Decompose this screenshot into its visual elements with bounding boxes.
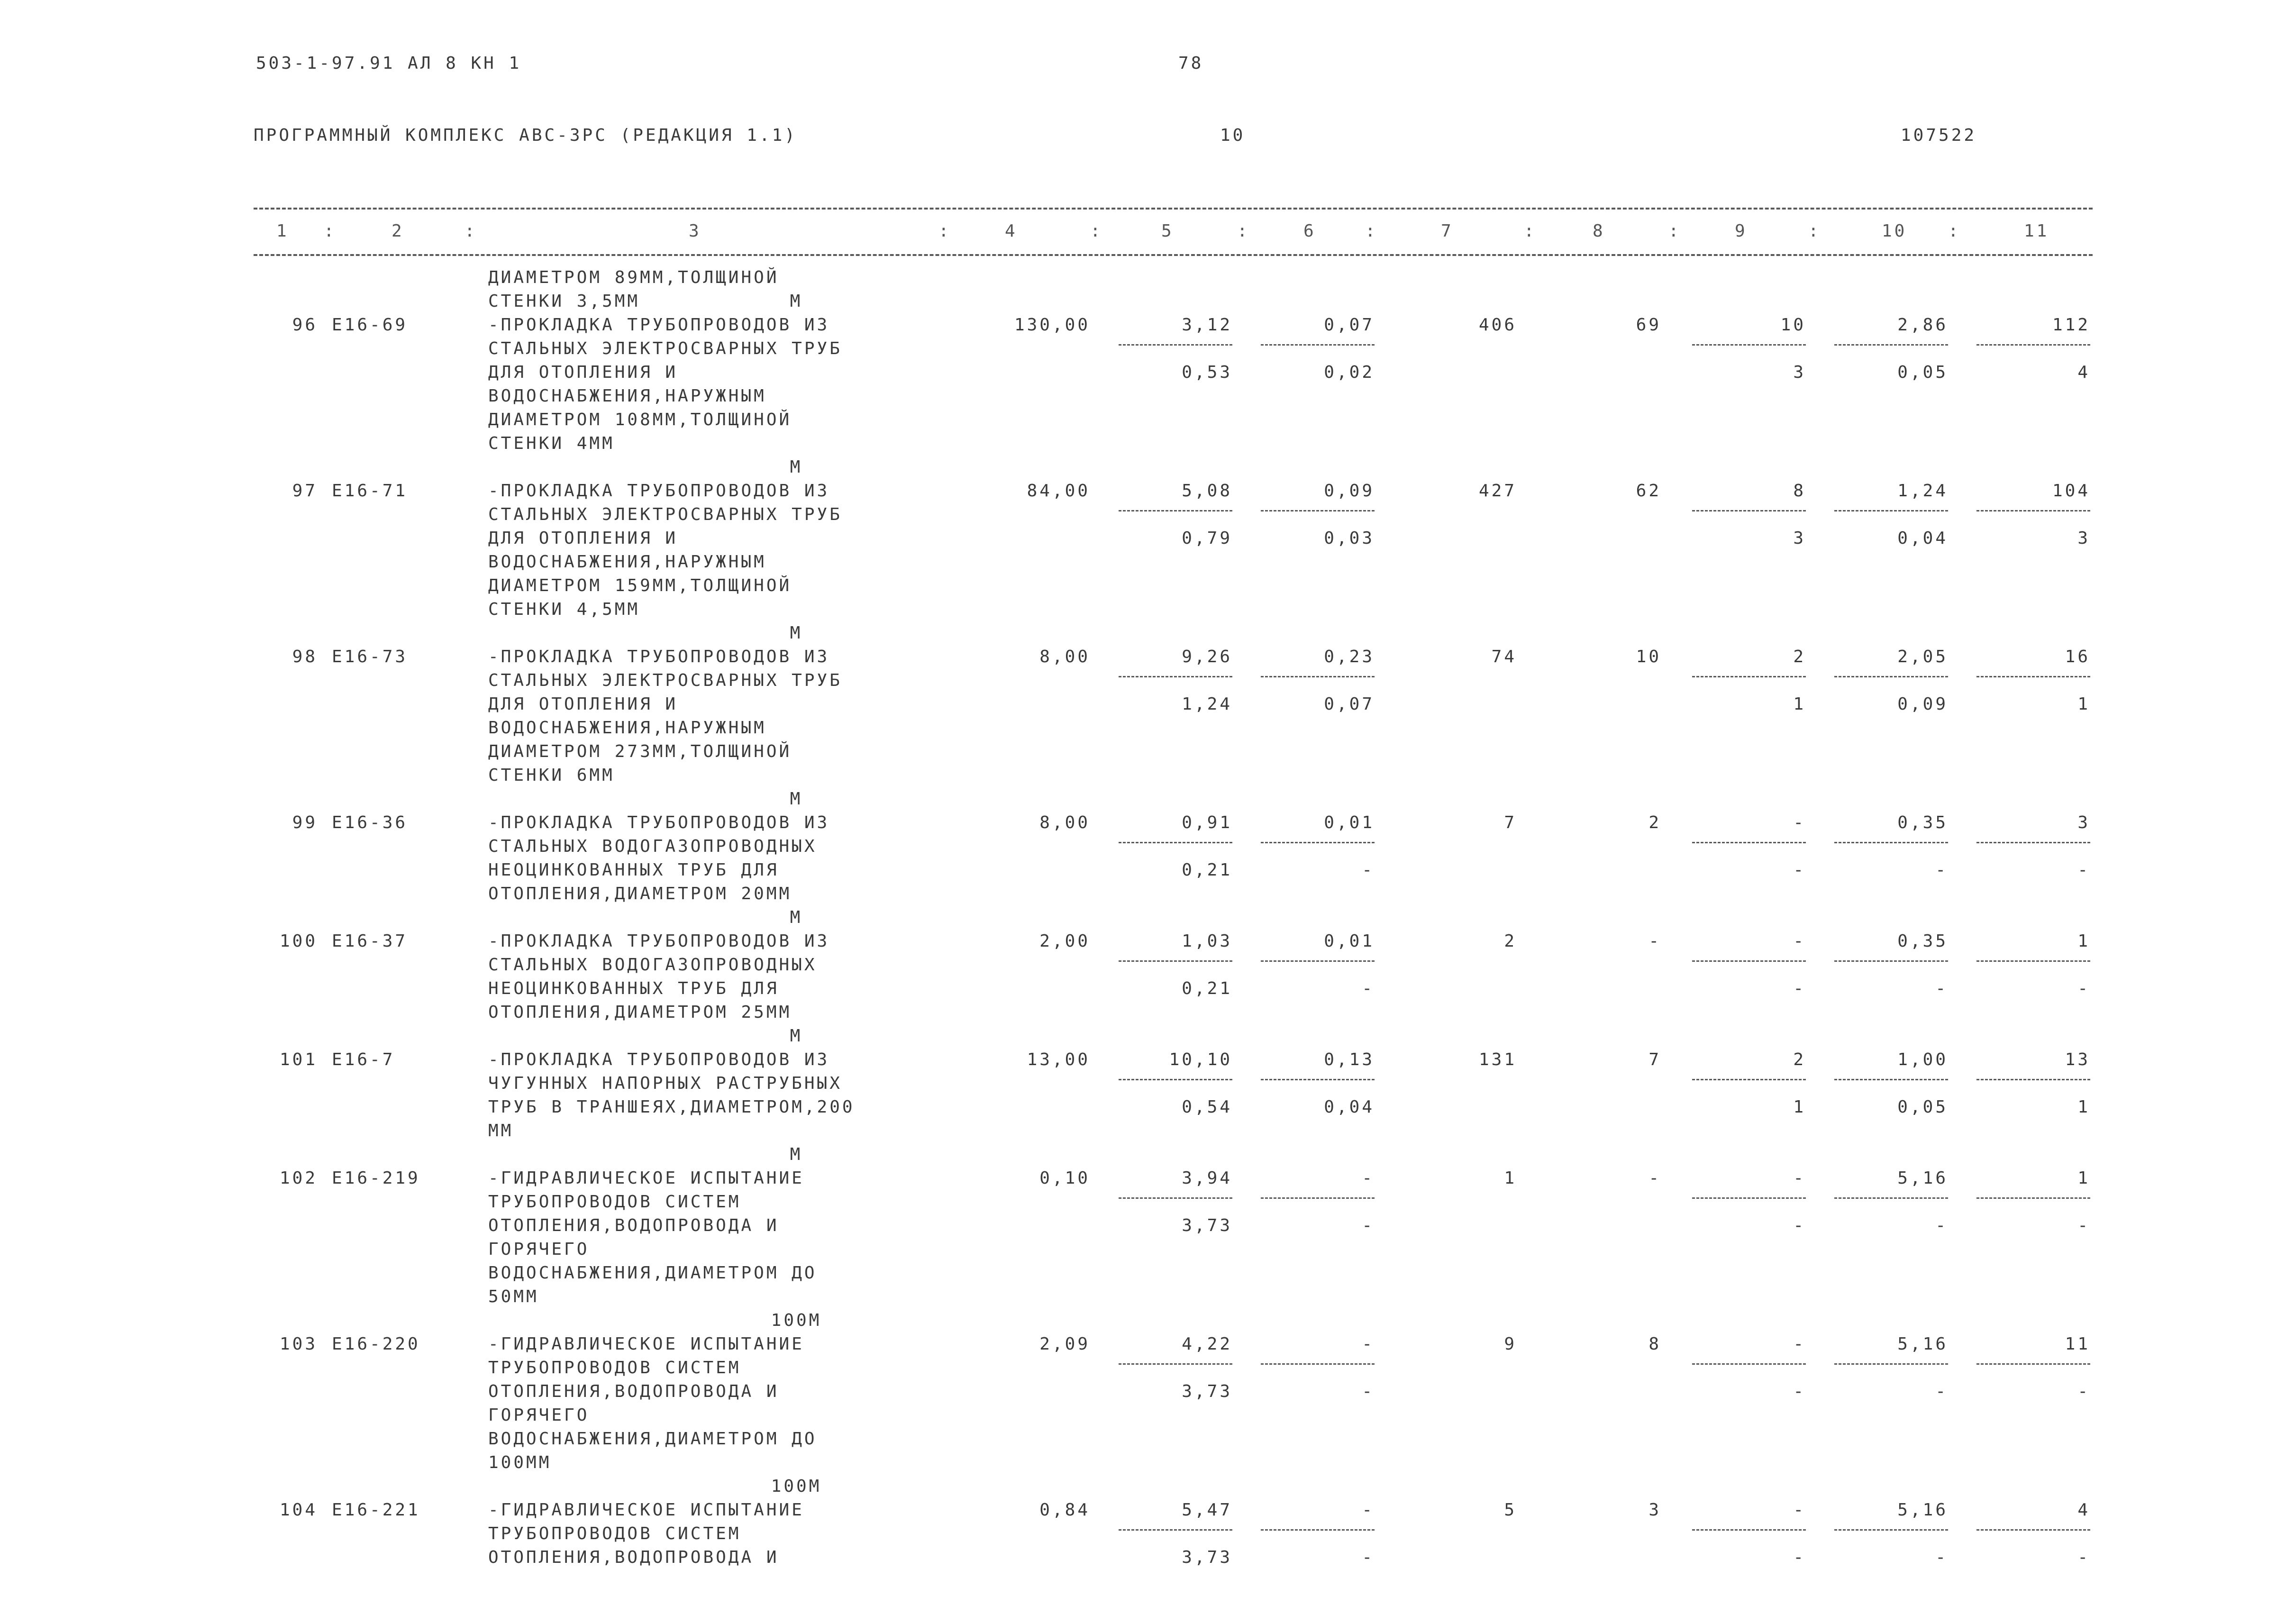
col-2-header: 2 bbox=[392, 221, 404, 241]
cell-c6: 0,01 bbox=[1324, 931, 1375, 951]
cell-c5-sub: 3,73 bbox=[1182, 1548, 1232, 1567]
description-line: СТЕНКИ 4,5ММ bbox=[488, 600, 640, 619]
cell-c11: 16 bbox=[2065, 647, 2090, 666]
row-number: 103 bbox=[279, 1334, 318, 1354]
description-line: ВОДОСНАБЖЕНИЯ,НАРУЖНЫМ bbox=[488, 718, 766, 738]
description-line: -ПРОКЛАДКА ТРУБОПРОВОДОВ ИЗ bbox=[488, 931, 830, 951]
cell-c11-sub: - bbox=[2077, 979, 2090, 998]
cell-c9: - bbox=[1793, 931, 1806, 951]
cell-c9-sub: 3 bbox=[1793, 363, 1806, 382]
cell-c4: 0,84 bbox=[1039, 1500, 1090, 1520]
cell-c7: 2 bbox=[1504, 931, 1517, 951]
row-number: 98 bbox=[292, 647, 318, 666]
table-header-rule bbox=[254, 254, 2093, 256]
value-separator bbox=[1834, 1529, 1948, 1531]
cell-c6-sub: - bbox=[1362, 1548, 1375, 1567]
value-separator bbox=[1261, 1529, 1375, 1531]
value-separator bbox=[1834, 960, 1948, 962]
cell-c5-sub: 0,54 bbox=[1182, 1097, 1232, 1117]
col-10-header: 10 bbox=[1882, 221, 1907, 241]
cell-c5: 0,91 bbox=[1182, 813, 1232, 832]
value-separator bbox=[1119, 960, 1232, 962]
cell-c10-sub: - bbox=[1935, 860, 1948, 880]
document-number: 107522 bbox=[1901, 126, 1977, 145]
sheet-number: 10 bbox=[1220, 126, 1246, 145]
cell-c11-sub: 4 bbox=[2077, 363, 2090, 382]
description-line: ГОРЯЧЕГО bbox=[488, 1240, 590, 1259]
cell-c11-sub: - bbox=[2077, 860, 2090, 880]
cell-c4: 8,00 bbox=[1039, 647, 1090, 666]
description-line: СТЕНКИ 4ММ bbox=[488, 434, 615, 453]
value-separator bbox=[1976, 676, 2090, 677]
unit-label: М bbox=[790, 1145, 803, 1164]
rate-code: Е16-69 bbox=[332, 315, 408, 335]
value-separator bbox=[1119, 344, 1232, 346]
cell-c5-sub: 0,53 bbox=[1182, 363, 1232, 382]
description-line: -ГИДРАВЛИЧЕСКОЕ ИСПЫТАНИЕ bbox=[488, 1334, 804, 1354]
cell-c4: 13,00 bbox=[1027, 1050, 1090, 1069]
value-separator bbox=[1976, 1363, 2090, 1365]
cell-c7: 406 bbox=[1478, 315, 1517, 335]
value-separator bbox=[1692, 1529, 1806, 1531]
cell-c11-sub: - bbox=[2077, 1548, 2090, 1567]
description-line: ГОРЯЧЕГО bbox=[488, 1405, 590, 1425]
cell-c8: - bbox=[1648, 1168, 1661, 1188]
cell-c11: 11 bbox=[2065, 1334, 2090, 1354]
description-line: -ПРОКЛАДКА ТРУБОПРОВОДОВ ИЗ bbox=[488, 315, 830, 335]
description-line: 100ММ bbox=[488, 1453, 552, 1472]
cell-c11: 1 bbox=[2077, 931, 2090, 951]
cell-c9: 10 bbox=[1780, 315, 1806, 335]
value-separator bbox=[1119, 1197, 1232, 1199]
value-separator bbox=[1976, 842, 2090, 843]
cell-c8: 10 bbox=[1636, 647, 1661, 666]
cell-c4: 2,00 bbox=[1039, 931, 1090, 951]
description-line: -ПРОКЛАДКА ТРУБОПРОВОДОВ ИЗ bbox=[488, 647, 830, 666]
description-line: ЧУГУННЫХ НАПОРНЫХ РАСТРУБНЫХ bbox=[488, 1074, 842, 1093]
cell-c6-sub: - bbox=[1362, 1382, 1375, 1401]
cell-c11: 104 bbox=[2052, 481, 2090, 501]
cell-c10: 0,35 bbox=[1897, 931, 1948, 951]
cell-c7: 9 bbox=[1504, 1334, 1517, 1354]
value-separator bbox=[1834, 676, 1948, 677]
cell-c9-sub: - bbox=[1793, 1216, 1806, 1235]
description-line: ВОДОСНАБЖЕНИЯ,ДИАМЕТРОМ ДО bbox=[488, 1429, 817, 1449]
description-line: ОТОПЛЕНИЯ,ДИАМЕТРОМ 25ММ bbox=[488, 1003, 792, 1022]
rate-code: Е16-71 bbox=[332, 481, 408, 501]
row-number: 96 bbox=[292, 315, 318, 335]
rate-code: Е16-37 bbox=[332, 931, 408, 951]
cell-c11: 1 bbox=[2077, 1168, 2090, 1188]
value-separator bbox=[1261, 510, 1375, 511]
cell-c11: 4 bbox=[2077, 1500, 2090, 1520]
cell-c11-sub: - bbox=[2077, 1216, 2090, 1235]
cell-c10: 1,24 bbox=[1897, 481, 1948, 501]
table-top-rule bbox=[254, 208, 2093, 210]
col-11-header: 11 bbox=[2024, 221, 2049, 241]
cell-c4: 2,09 bbox=[1039, 1334, 1090, 1354]
description-line: 50ММ bbox=[488, 1287, 539, 1306]
cell-c6: 0,01 bbox=[1324, 813, 1375, 832]
col-7-header: 7 bbox=[1441, 221, 1454, 241]
description-line: НЕОЦИНКОВАННЫХ ТРУБ ДЛЯ bbox=[488, 979, 779, 998]
cell-c7: 7 bbox=[1504, 813, 1517, 832]
unit-label: М bbox=[790, 292, 803, 311]
cell-c5: 1,03 bbox=[1182, 931, 1232, 951]
cell-c6-sub: - bbox=[1362, 860, 1375, 880]
cell-c11: 13 bbox=[2065, 1050, 2090, 1069]
cell-c6: 0,09 bbox=[1324, 481, 1375, 501]
cell-c6-sub: - bbox=[1362, 979, 1375, 998]
description-line: ВОДОСНАБЖЕНИЯ,НАРУЖНЫМ bbox=[488, 386, 766, 406]
description-line: ОТОПЛЕНИЯ,ВОДОПРОВОДА И bbox=[488, 1216, 779, 1235]
cell-c10-sub: 0,05 bbox=[1897, 1097, 1948, 1117]
col-1-header: 1 bbox=[276, 221, 289, 241]
cell-c11: 112 bbox=[2052, 315, 2090, 335]
cell-c9-sub: - bbox=[1793, 1382, 1806, 1401]
cell-c9-sub: - bbox=[1793, 860, 1806, 880]
value-separator bbox=[1834, 1363, 1948, 1365]
unit-label: 100М bbox=[771, 1311, 822, 1330]
cell-c5: 5,08 bbox=[1182, 481, 1232, 501]
cell-c9: - bbox=[1793, 813, 1806, 832]
cell-c5: 9,26 bbox=[1182, 647, 1232, 666]
rate-code: Е16-221 bbox=[332, 1500, 420, 1520]
cell-c10: 1,00 bbox=[1897, 1050, 1948, 1069]
cell-c8: 69 bbox=[1636, 315, 1661, 335]
description-line: ТРУБОПРОВОДОВ СИСТЕМ bbox=[488, 1358, 741, 1378]
description-line: СТАЛЬНЫХ ВОДОГАЗОПРОВОДНЫХ bbox=[488, 955, 817, 975]
cell-c9: - bbox=[1793, 1168, 1806, 1188]
cell-c10: 2,86 bbox=[1897, 315, 1948, 335]
cell-c4: 130,00 bbox=[1014, 315, 1090, 335]
value-separator bbox=[1692, 1197, 1806, 1199]
cell-c6-sub: 0,04 bbox=[1324, 1097, 1375, 1117]
cell-c9: 2 bbox=[1793, 1050, 1806, 1069]
cell-c8: 2 bbox=[1648, 813, 1661, 832]
description-line: ДИАМЕТРОМ 108ММ,ТОЛЩИНОЙ bbox=[488, 410, 792, 429]
estimate-page: 503-1-97.91 АЛ 8 КН 1 78 ПРОГРАММНЫЙ КОМПЛЕКС АВС-3РС (РЕДАКЦИЯ 1.1) 10 107522 1 : 2 : 3 : 4 : 5 : 6 : 7 : 8 : 9 : 10 : 11 ДИАМЕТРОМ 89ММ,ТОЛЩИНОЙ СТЕНКИ 3,5ММ М 96 Е16-69 -ПРОКЛАДКА ТРУБОПРОВОДОВ ИЗ СТАЛЬНЫХ ЭЛЕКТРОСВАРНЫХ ТРУБ ДЛЯ ОТОПЛЕНИЯ И ВОДОСНАБЖЕНИЯ,НАРУЖНЫМ ДИАМЕТРОМ 108ММ,ТОЛЩИНОЙ СТЕНКИ 4ММ 130,00 3,12 0,53 0,07 0,02 406 69 10 3 2,86 0,05 112 4 М 97 Е16-71 -ПРОКЛАДКА ТРУБОПРОВОДОВ ИЗ СТАЛЬНЫХ ЭЛЕКТРОСВАРНЫХ ТРУБ ДЛЯ ОТОПЛЕНИЯ И ВОДОСНАБЖЕНИЯ,НАРУЖНЫМ ДИАМЕТРОМ 159ММ,ТОЛЩИНОЙ СТЕНКИ 4,5ММ 84,00 5,08 0,79 0,09 0,03 427 62 8 3 1,24 0,04 104 3 М 98 Е16-73 -ПРОКЛАДКА ТРУБОПРОВОДОВ ИЗ СТАЛЬНЫХ ЭЛЕКТРОСВАРНЫХ ТРУБ ДЛЯ ОТОПЛЕНИЯ И ВОДОСНАБЖЕНИЯ,НАРУЖНЫМ ДИАМЕТРОМ 273ММ,ТОЛЩИНОЙ СТЕНКИ 6ММ 8,00 9,26 1,24 0,23 0,07 74 10 2 1 2,05 0,09 16 1 М 99 Е16-36 -ПРОКЛАДКА ТРУБОПРОВОДОВ ИЗ СТАЛЬНЫХ ВОДОГАЗОПРОВОДНЫХ НЕОЦИНКОВАННЫХ ТРУБ ДЛЯ ОТОПЛЕНИЯ,ДИАМЕТРОМ 20ММ 8,00 0,91 0,21 0,01 - 7 2 - - 0,35 - 3 - М 100 Е16-37 -ПРОКЛАДКА ТРУБОПРОВОДОВ ИЗ СТАЛЬНЫХ ВОДОГАЗОПРОВОДНЫХ НЕОЦИНКОВАННЫХ ТРУБ ДЛЯ ОТОПЛЕНИЯ,ДИАМЕТРОМ 25ММ 2,00 1,03 0,21 0,01 - 2 - - - 0,35 - 1 - М 101 Е16-7 -ПРОКЛАДКА ТРУБОПРОВОДОВ ИЗ ЧУГУННЫХ НАПОРНЫХ РАСТРУБНЫХ ТРУБ В ТРАНШЕЯХ,ДИАМЕТРОМ,200 ММ 13,00 10,10 0,54 0,13 0,04 131 7 2 1 1,00 0,05 13 1 М 102 Е16-219 -ГИДРАВЛИЧЕСКОЕ ИСПЫТАНИЕ ТРУБОПРОВОДОВ СИСТЕМ ОТОПЛЕНИЯ,ВОДОПРОВОДА И ГОРЯЧЕГО ВОДОСНАБЖЕНИЯ,ДИАМЕТРОМ ДО 50ММ 0,10 3,94 3,73 - - 1 - - - 5,16 - 1 - 100М 103 Е16-220 -ГИДРАВЛИЧЕСКОЕ ИСПЫТАНИЕ ТРУБОПРОВОДОВ СИСТЕМ ОТОПЛЕНИЯ,ВОДОПРОВОДА И ГОРЯЧЕГО ВОДОСНАБЖЕНИЯ,ДИАМЕТРОМ ДО 100ММ 2,09 4,22 3,73 - - 9 8 - - 5,16 - 11 - 100М 104 Е16-221 -ГИДРАВЛИЧЕСКОЕ ИСПЫТАНИЕ ТРУБОПРОВОДОВ СИСТЕМ ОТОПЛЕНИЯ,ВОДОПРОВОДА И 0,84 5,47 3,73 - - 5 3 - - 5,16 - 4 - bbox=[0, 0, 2295, 1624]
cell-c9: - bbox=[1793, 1334, 1806, 1354]
row-number: 101 bbox=[279, 1050, 318, 1069]
description-line: -ПРОКЛАДКА ТРУБОПРОВОДОВ ИЗ bbox=[488, 481, 830, 501]
description-line: НЕОЦИНКОВАННЫХ ТРУБ ДЛЯ bbox=[488, 860, 779, 880]
cell-c11-sub: - bbox=[2077, 1382, 2090, 1401]
description-line: ДЛЯ ОТОПЛЕНИЯ И bbox=[488, 363, 678, 382]
cell-c7: 74 bbox=[1491, 647, 1517, 666]
description-line: -ПРОКЛАДКА ТРУБОПРОВОДОВ ИЗ bbox=[488, 813, 830, 832]
cell-c10: 2,05 bbox=[1897, 647, 1948, 666]
description-line: ДЛЯ ОТОПЛЕНИЯ И bbox=[488, 529, 678, 548]
description-line: СТАЛЬНЫХ ЭЛЕКТРОСВАРНЫХ ТРУБ bbox=[488, 671, 842, 690]
program-title: ПРОГРАММНЫЙ КОМПЛЕКС АВС-3РС (РЕДАКЦИЯ 1.1) bbox=[254, 126, 797, 145]
col-4-header: 4 bbox=[1005, 221, 1018, 241]
page-number: 78 bbox=[1178, 54, 1204, 73]
rate-code: Е16-7 bbox=[332, 1050, 395, 1069]
description-line: -ГИДРАВЛИЧЕСКОЕ ИСПЫТАНИЕ bbox=[488, 1500, 804, 1520]
cell-c9-sub: - bbox=[1793, 979, 1806, 998]
unit-label: М bbox=[790, 908, 803, 927]
value-separator bbox=[1976, 344, 2090, 346]
value-separator bbox=[1261, 344, 1375, 346]
cell-c6: 0,23 bbox=[1324, 647, 1375, 666]
value-separator bbox=[1261, 960, 1375, 962]
cell-c5: 4,22 bbox=[1182, 1334, 1232, 1354]
value-separator bbox=[1692, 1363, 1806, 1365]
cell-c7: 1 bbox=[1504, 1168, 1517, 1188]
cell-c10-sub: 0,09 bbox=[1897, 694, 1948, 714]
value-separator bbox=[1834, 510, 1948, 511]
cell-c9-sub: 3 bbox=[1793, 529, 1806, 548]
cell-c10: 5,16 bbox=[1897, 1500, 1948, 1520]
cell-c9: - bbox=[1793, 1500, 1806, 1520]
description-line: ТРУБОПРОВОДОВ СИСТЕМ bbox=[488, 1524, 741, 1543]
cell-c9-sub: 1 bbox=[1793, 1097, 1806, 1117]
value-separator bbox=[1692, 344, 1806, 346]
description-line: ММ bbox=[488, 1121, 514, 1140]
unit-label: М bbox=[790, 789, 803, 809]
cell-c10-sub: 0,04 bbox=[1897, 529, 1948, 548]
value-separator bbox=[1834, 1197, 1948, 1199]
cell-c7: 427 bbox=[1478, 481, 1517, 501]
value-separator bbox=[1261, 676, 1375, 677]
description-line: ДИАМЕТРОМ 159ММ,ТОЛЩИНОЙ bbox=[488, 576, 792, 595]
cell-c6-sub: 0,07 bbox=[1324, 694, 1375, 714]
cell-c7: 5 bbox=[1504, 1500, 1517, 1520]
cell-c5: 3,94 bbox=[1182, 1168, 1232, 1188]
description-line: -ПРОКЛАДКА ТРУБОПРОВОДОВ ИЗ bbox=[488, 1050, 830, 1069]
cell-c10-sub: - bbox=[1935, 1216, 1948, 1235]
value-separator bbox=[1976, 510, 2090, 511]
col-5-header: 5 bbox=[1161, 221, 1174, 241]
row-number: 104 bbox=[279, 1500, 318, 1520]
col-8-header: 8 bbox=[1593, 221, 1605, 241]
cell-c9: 2 bbox=[1793, 647, 1806, 666]
cell-c5: 3,12 bbox=[1182, 315, 1232, 335]
value-separator bbox=[1119, 1529, 1232, 1531]
value-separator bbox=[1692, 842, 1806, 843]
unit-label: М bbox=[790, 1026, 803, 1046]
cell-c10: 0,35 bbox=[1897, 813, 1948, 832]
cell-c4: 8,00 bbox=[1039, 813, 1090, 832]
value-separator bbox=[1976, 1197, 2090, 1199]
value-separator bbox=[1119, 1363, 1232, 1365]
value-separator bbox=[1119, 842, 1232, 843]
value-separator bbox=[1119, 676, 1232, 677]
col-3-header: 3 bbox=[689, 221, 701, 241]
cell-c10: 5,16 bbox=[1897, 1334, 1948, 1354]
description-line: ВОДОСНАБЖЕНИЯ,НАРУЖНЫМ bbox=[488, 552, 766, 572]
cell-c11-sub: 3 bbox=[2077, 529, 2090, 548]
row-number: 102 bbox=[279, 1168, 318, 1188]
cell-c4: 84,00 bbox=[1027, 481, 1090, 501]
cell-c6: - bbox=[1362, 1500, 1375, 1520]
cell-c11-sub: 1 bbox=[2077, 1097, 2090, 1117]
cell-c4: 0,10 bbox=[1039, 1168, 1090, 1188]
rate-code: Е16-36 bbox=[332, 813, 408, 832]
cell-c6: 0,13 bbox=[1324, 1050, 1375, 1069]
cell-c10-sub: - bbox=[1935, 1548, 1948, 1567]
value-separator bbox=[1834, 1079, 1948, 1080]
value-separator bbox=[1976, 1079, 2090, 1080]
cell-c6-sub: - bbox=[1362, 1216, 1375, 1235]
description-line: -ГИДРАВЛИЧЕСКОЕ ИСПЫТАНИЕ bbox=[488, 1168, 804, 1188]
cell-c5-sub: 0,21 bbox=[1182, 860, 1232, 880]
cell-c5-sub: 3,73 bbox=[1182, 1382, 1232, 1401]
cell-c11: 3 bbox=[2077, 813, 2090, 832]
value-separator bbox=[1261, 1363, 1375, 1365]
value-separator bbox=[1692, 960, 1806, 962]
cell-c7: 131 bbox=[1478, 1050, 1517, 1069]
cell-c9-sub: - bbox=[1793, 1548, 1806, 1567]
continuation-line: ДИАМЕТРОМ 89ММ,ТОЛЩИНОЙ bbox=[488, 268, 779, 287]
description-line: ТРУБ В ТРАНШЕЯХ,ДИАМЕТРОМ,200 bbox=[488, 1097, 855, 1117]
value-separator bbox=[1976, 960, 2090, 962]
document-code: 503-1-97.91 АЛ 8 КН 1 bbox=[256, 54, 522, 73]
description-line: ДЛЯ ОТОПЛЕНИЯ И bbox=[488, 694, 678, 714]
rate-code: Е16-220 bbox=[332, 1334, 420, 1354]
unit-label: М bbox=[790, 457, 803, 477]
description-line: ОТОПЛЕНИЯ,ДИАМЕТРОМ 20ММ bbox=[488, 884, 792, 903]
unit-label: 100М bbox=[771, 1477, 822, 1496]
cell-c8: 8 bbox=[1648, 1334, 1661, 1354]
value-separator bbox=[1834, 842, 1948, 843]
row-number: 97 bbox=[292, 481, 318, 501]
cell-c6-sub: 0,02 bbox=[1324, 363, 1375, 382]
description-line: СТЕНКИ 6ММ bbox=[488, 766, 615, 785]
cell-c5-sub: 3,73 bbox=[1182, 1216, 1232, 1235]
value-separator bbox=[1119, 510, 1232, 511]
value-separator bbox=[1119, 1079, 1232, 1080]
rate-code: Е16-73 bbox=[332, 647, 408, 666]
value-separator bbox=[1692, 676, 1806, 677]
col-6-header: 6 bbox=[1303, 221, 1316, 241]
value-separator bbox=[1261, 1079, 1375, 1080]
cell-c8: 62 bbox=[1636, 481, 1661, 501]
cell-c5: 10,10 bbox=[1169, 1050, 1232, 1069]
cell-c8: 3 bbox=[1648, 1500, 1661, 1520]
continuation-line: СТЕНКИ 3,5ММ bbox=[488, 292, 640, 311]
description-line: ОТОПЛЕНИЯ,ВОДОПРОВОДА И bbox=[488, 1382, 779, 1401]
row-number: 99 bbox=[292, 813, 318, 832]
value-separator bbox=[1261, 842, 1375, 843]
description-line: СТАЛЬНЫХ ВОДОГАЗОПРОВОДНЫХ bbox=[488, 837, 817, 856]
value-separator bbox=[1692, 1079, 1806, 1080]
cell-c10-sub: 0,05 bbox=[1897, 363, 1948, 382]
cell-c5-sub: 1,24 bbox=[1182, 694, 1232, 714]
cell-c9-sub: 1 bbox=[1793, 694, 1806, 714]
description-line: ДИАМЕТРОМ 273ММ,ТОЛЩИНОЙ bbox=[488, 742, 792, 761]
cell-c5-sub: 0,79 bbox=[1182, 529, 1232, 548]
cell-c5: 5,47 bbox=[1182, 1500, 1232, 1520]
cell-c10-sub: - bbox=[1935, 1382, 1948, 1401]
description-line: СТАЛЬНЫХ ЭЛЕКТРОСВАРНЫХ ТРУБ bbox=[488, 339, 842, 358]
cell-c6: 0,07 bbox=[1324, 315, 1375, 335]
cell-c9: 8 bbox=[1793, 481, 1806, 501]
cell-c5-sub: 0,21 bbox=[1182, 979, 1232, 998]
cell-c10-sub: - bbox=[1935, 979, 1948, 998]
unit-label: М bbox=[790, 623, 803, 643]
description-line: ТРУБОПРОВОДОВ СИСТЕМ bbox=[488, 1192, 741, 1212]
description-line: СТАЛЬНЫХ ЭЛЕКТРОСВАРНЫХ ТРУБ bbox=[488, 505, 842, 524]
cell-c6-sub: 0,03 bbox=[1324, 529, 1375, 548]
description-line: ОТОПЛЕНИЯ,ВОДОПРОВОДА И bbox=[488, 1548, 779, 1567]
cell-c11-sub: 1 bbox=[2077, 694, 2090, 714]
cell-c8: 7 bbox=[1648, 1050, 1661, 1069]
description-line: ВОДОСНАБЖЕНИЯ,ДИАМЕТРОМ ДО bbox=[488, 1263, 817, 1283]
value-separator bbox=[1976, 1529, 2090, 1531]
rate-code: Е16-219 bbox=[332, 1168, 420, 1188]
value-separator bbox=[1261, 1197, 1375, 1199]
col-9-header: 9 bbox=[1735, 221, 1748, 241]
cell-c8: - bbox=[1648, 931, 1661, 951]
row-number: 100 bbox=[279, 931, 318, 951]
cell-c6: - bbox=[1362, 1168, 1375, 1188]
value-separator bbox=[1692, 510, 1806, 511]
cell-c10: 5,16 bbox=[1897, 1168, 1948, 1188]
cell-c6: - bbox=[1362, 1334, 1375, 1354]
value-separator bbox=[1834, 344, 1948, 346]
